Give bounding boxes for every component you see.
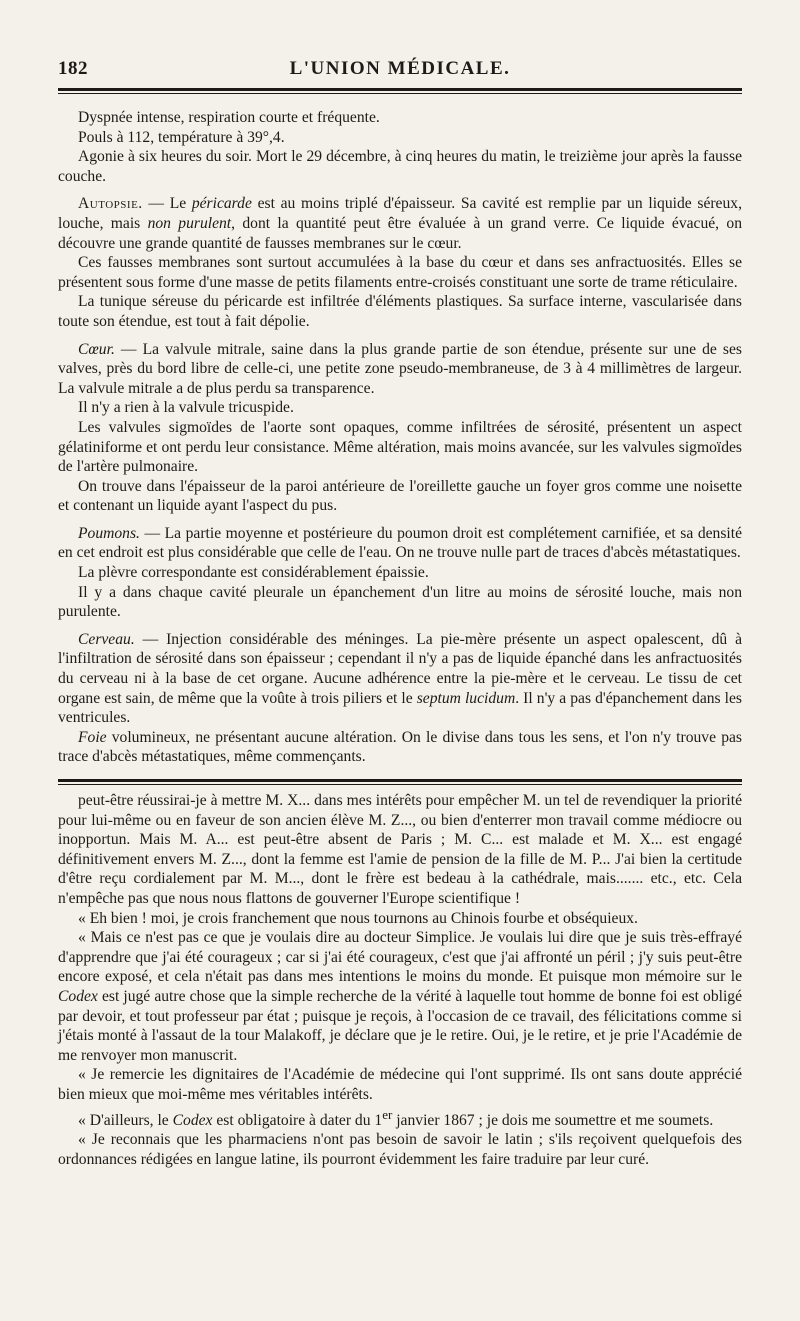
- feuilleton-text: est jugé autre chose que la simple recherche de la vérité à laquelle tout homme de bonne foi est obligé par devoir, et tout professeur par état ; puisque je reçois, à l'occasion de ce travail, des félicitations comme si j'étais monté à l'assaut de la tour Malakoff, je déclare que je le retire. Oui, je le retire, et je prie l'Académie de me renvoyer mon manuscrit.: [58, 987, 742, 1064]
- feuilleton-paragraph: « Eh bien ! moi, je crois franchement que nous tournons au Chinois fourbe et obséquieux.: [78, 909, 638, 927]
- case-paragraph: Pouls à 112, température à 39°,4.: [78, 128, 285, 146]
- page-number: 182: [58, 58, 88, 79]
- header-rule-thin: [58, 93, 742, 94]
- autopsy-paragraph: La tunique séreuse du péricarde est infiltrée d'éléments plastiques. Sa surface interne, vascularisée dans toute son étendue, est tout à fait dépolie.: [58, 293, 742, 330]
- lungs-label: Poumons.: [78, 524, 140, 542]
- lungs-paragraph: Il y a dans chaque cavité pleurale un épanchement d'un litre au moins de sérosité louche, mais non purulente.: [58, 583, 742, 621]
- brain-text: . Il n'y a pas d'épanchement dans les ventricules.: [58, 689, 742, 727]
- feuilleton-section: [58, 791, 742, 1169]
- autopsy-paragraph: Ces fausses membranes sont surtout accumulées à la base du cœur et dans ses anfractuosités. Elles se présentent sous forme d'une masse de petits filaments entre-croisés constituant une sorte de trame réticulaire.: [58, 254, 742, 291]
- brain-paragraph: [58, 630, 742, 728]
- case-paragraph: Dyspnée intense, respiration courte et fréquente.: [78, 109, 380, 126]
- feuilleton-rule-thin: [58, 784, 742, 785]
- autopsy-paragraph: [58, 194, 742, 253]
- non-purulent: non purulent: [147, 214, 232, 232]
- page: [58, 50, 742, 1169]
- header-rule: [58, 88, 742, 91]
- feuilleton-paragraph: « Je reconnais que les pharmaciens n'ont pas besoin de savoir le latin ; s'ils reçoivent quelquefois des ordonnances rédigées en langue latine, ils pourront évidemment les faire traduire par leur curé.: [58, 1131, 742, 1168]
- lungs-text: — La partie moyenne et postérieure du poumon droit est complétement carnifiée, et sa densité en cet endroit est plus considérable que celle de l'eau. On ne trouve nulle part de traces d'abcès métastatiques.: [58, 524, 742, 562]
- running-title: L'UNION MÉDICALE.: [289, 58, 511, 79]
- lungs-paragraph: La plèvre correspondante est considérablement épaissie.: [78, 564, 429, 582]
- page-header: [58, 50, 742, 78]
- heart-paragraph: [58, 340, 742, 399]
- brain-label: Cerveau.: [78, 630, 135, 648]
- codex-title: Codex: [58, 987, 98, 1005]
- feuilleton-paragraph: « Je remercie les dignitaires de l'Académie de médecine qui l'ont supprimé. Ils ont sans doute apprécié bien mieux que moi-même mes véritables intérêts.: [58, 1066, 742, 1103]
- heart-label: Cœur.: [78, 340, 115, 358]
- liver-text: volumineux, ne présentant aucune altération. On le divise dans tous les sens, et l'on n'y trouve pas trace d'abcès métastatiques, même commençants.: [58, 728, 742, 766]
- autopsy-organ: péricarde: [191, 195, 252, 213]
- liver-paragraph: [58, 728, 742, 767]
- feuilleton-text: est obligatoire à dater du 1: [212, 1111, 383, 1129]
- feuilleton-paragraph: peut-être réussirai-je à mettre M. X... dans mes intérêts pour empêcher M. un tel de revendiquer la priorité pour lui-même ou en faveur de son ancien élève M. Z..., ou bien d'enterrer mon travail comme médiocre ou inopportun. Mais M. A... est peut-être absent de Paris ; M. C... est malade et M. X... est engagé définitivement envers M. Z..., dont la femme est l'amie de pension de la fille de M. P... J'ai bien la certitude d'être reçu cordialement par M. M..., dont le frère est bedeau à la cathédrale, mais....... etc., etc. Cela n'empêche pas que nous nous flattons de gouverner l'Europe scientifique !: [58, 792, 742, 907]
- heart-paragraph: Les valvules sigmoïdes de l'aorte sont opaques, comme infiltrées de sérosité, présentent un aspect gélatiniforme et ont perdu leur consistance. Même altération, mais moins avancée, sur les valvules sigmoïdes de l'artère pulmonaire.: [58, 418, 742, 476]
- liver-label: Foie: [78, 728, 107, 746]
- heart-text: — La valvule mitrale, saine dans la plus grande partie de son étendue, présente sur une de ses valves, près du bord libre de celle-ci, une petite zone pseudo-membraneuse, de 3 à 4 millimètres de largeur. La valvule mitrale a de plus perdu sa transparence.: [58, 340, 742, 397]
- heart-paragraph: On trouve dans l'épaisseur de la paroi antérieure de l'oreillette gauche un foyer gros comme une noisette et contenant un liquide ayant l'aspect du pus.: [58, 477, 742, 515]
- codex-title: Codex: [172, 1111, 213, 1129]
- autopsy-dash: — Le: [142, 195, 192, 213]
- feuilleton-text: « Mais ce n'est pas ce que je voulais dire au docteur Simplice. Je voulais lui dire que je suis très-effrayé d'apprendre que j'ai été courageux ; car si j'ai été courageux, c'est que j'ai affronté un péril ; j'y suis peut-être encore exposé, et cela n'était pas dans mes intentions le moins du monde. Et puisque mon mémoire sur le: [58, 929, 742, 986]
- heart-paragraph: Il n'y a rien à la valvule tricuspide.: [78, 399, 294, 417]
- superscript: er: [382, 1106, 393, 1122]
- feuilleton-paragraph: [58, 928, 742, 1065]
- brain-text: — Injection considérable des méninges. La pie-mère présente un aspect opalescent, dû à l'infiltration de sérosité dans son épaisseur ; cependant il n'y a pas de liquide épanché dans les anfractuosités du cerveau ni à la base de cet organe. Aucune adhérence entre la pie-mère et le cerveau. Le tissu de cet organe est sain, de même que la voûte à trois piliers et le: [58, 630, 742, 707]
- feuilleton-text: « D'ailleurs, le: [78, 1111, 173, 1129]
- feuilleton-text: janvier 1867 ; je dois me soumettre et me soumets.: [392, 1111, 714, 1129]
- feuilleton-paragraph: [58, 1105, 742, 1131]
- septum-lucidum: septum lucidum: [416, 689, 516, 707]
- clinical-case-section: [58, 108, 742, 767]
- autopsy-text: , dont la quantité peut être évaluée à un grand verre. Ce liquide évacué, on découvre une grande quantité de fausses membranes sur le cœur.: [58, 214, 742, 252]
- feuilleton-rule: [58, 779, 742, 782]
- case-paragraph: Agonie à six heures du soir. Mort le 29 décembre, à cinq heures du matin, le treizième jour après la fausse couche.: [58, 148, 742, 185]
- autopsy-text: est au moins triplé d'épaisseur. Sa cavité est remplie par un liquide séreux, louche, mais: [58, 195, 742, 232]
- lungs-paragraph: [58, 524, 742, 563]
- autopsy-label: Autopsie.: [78, 195, 143, 213]
